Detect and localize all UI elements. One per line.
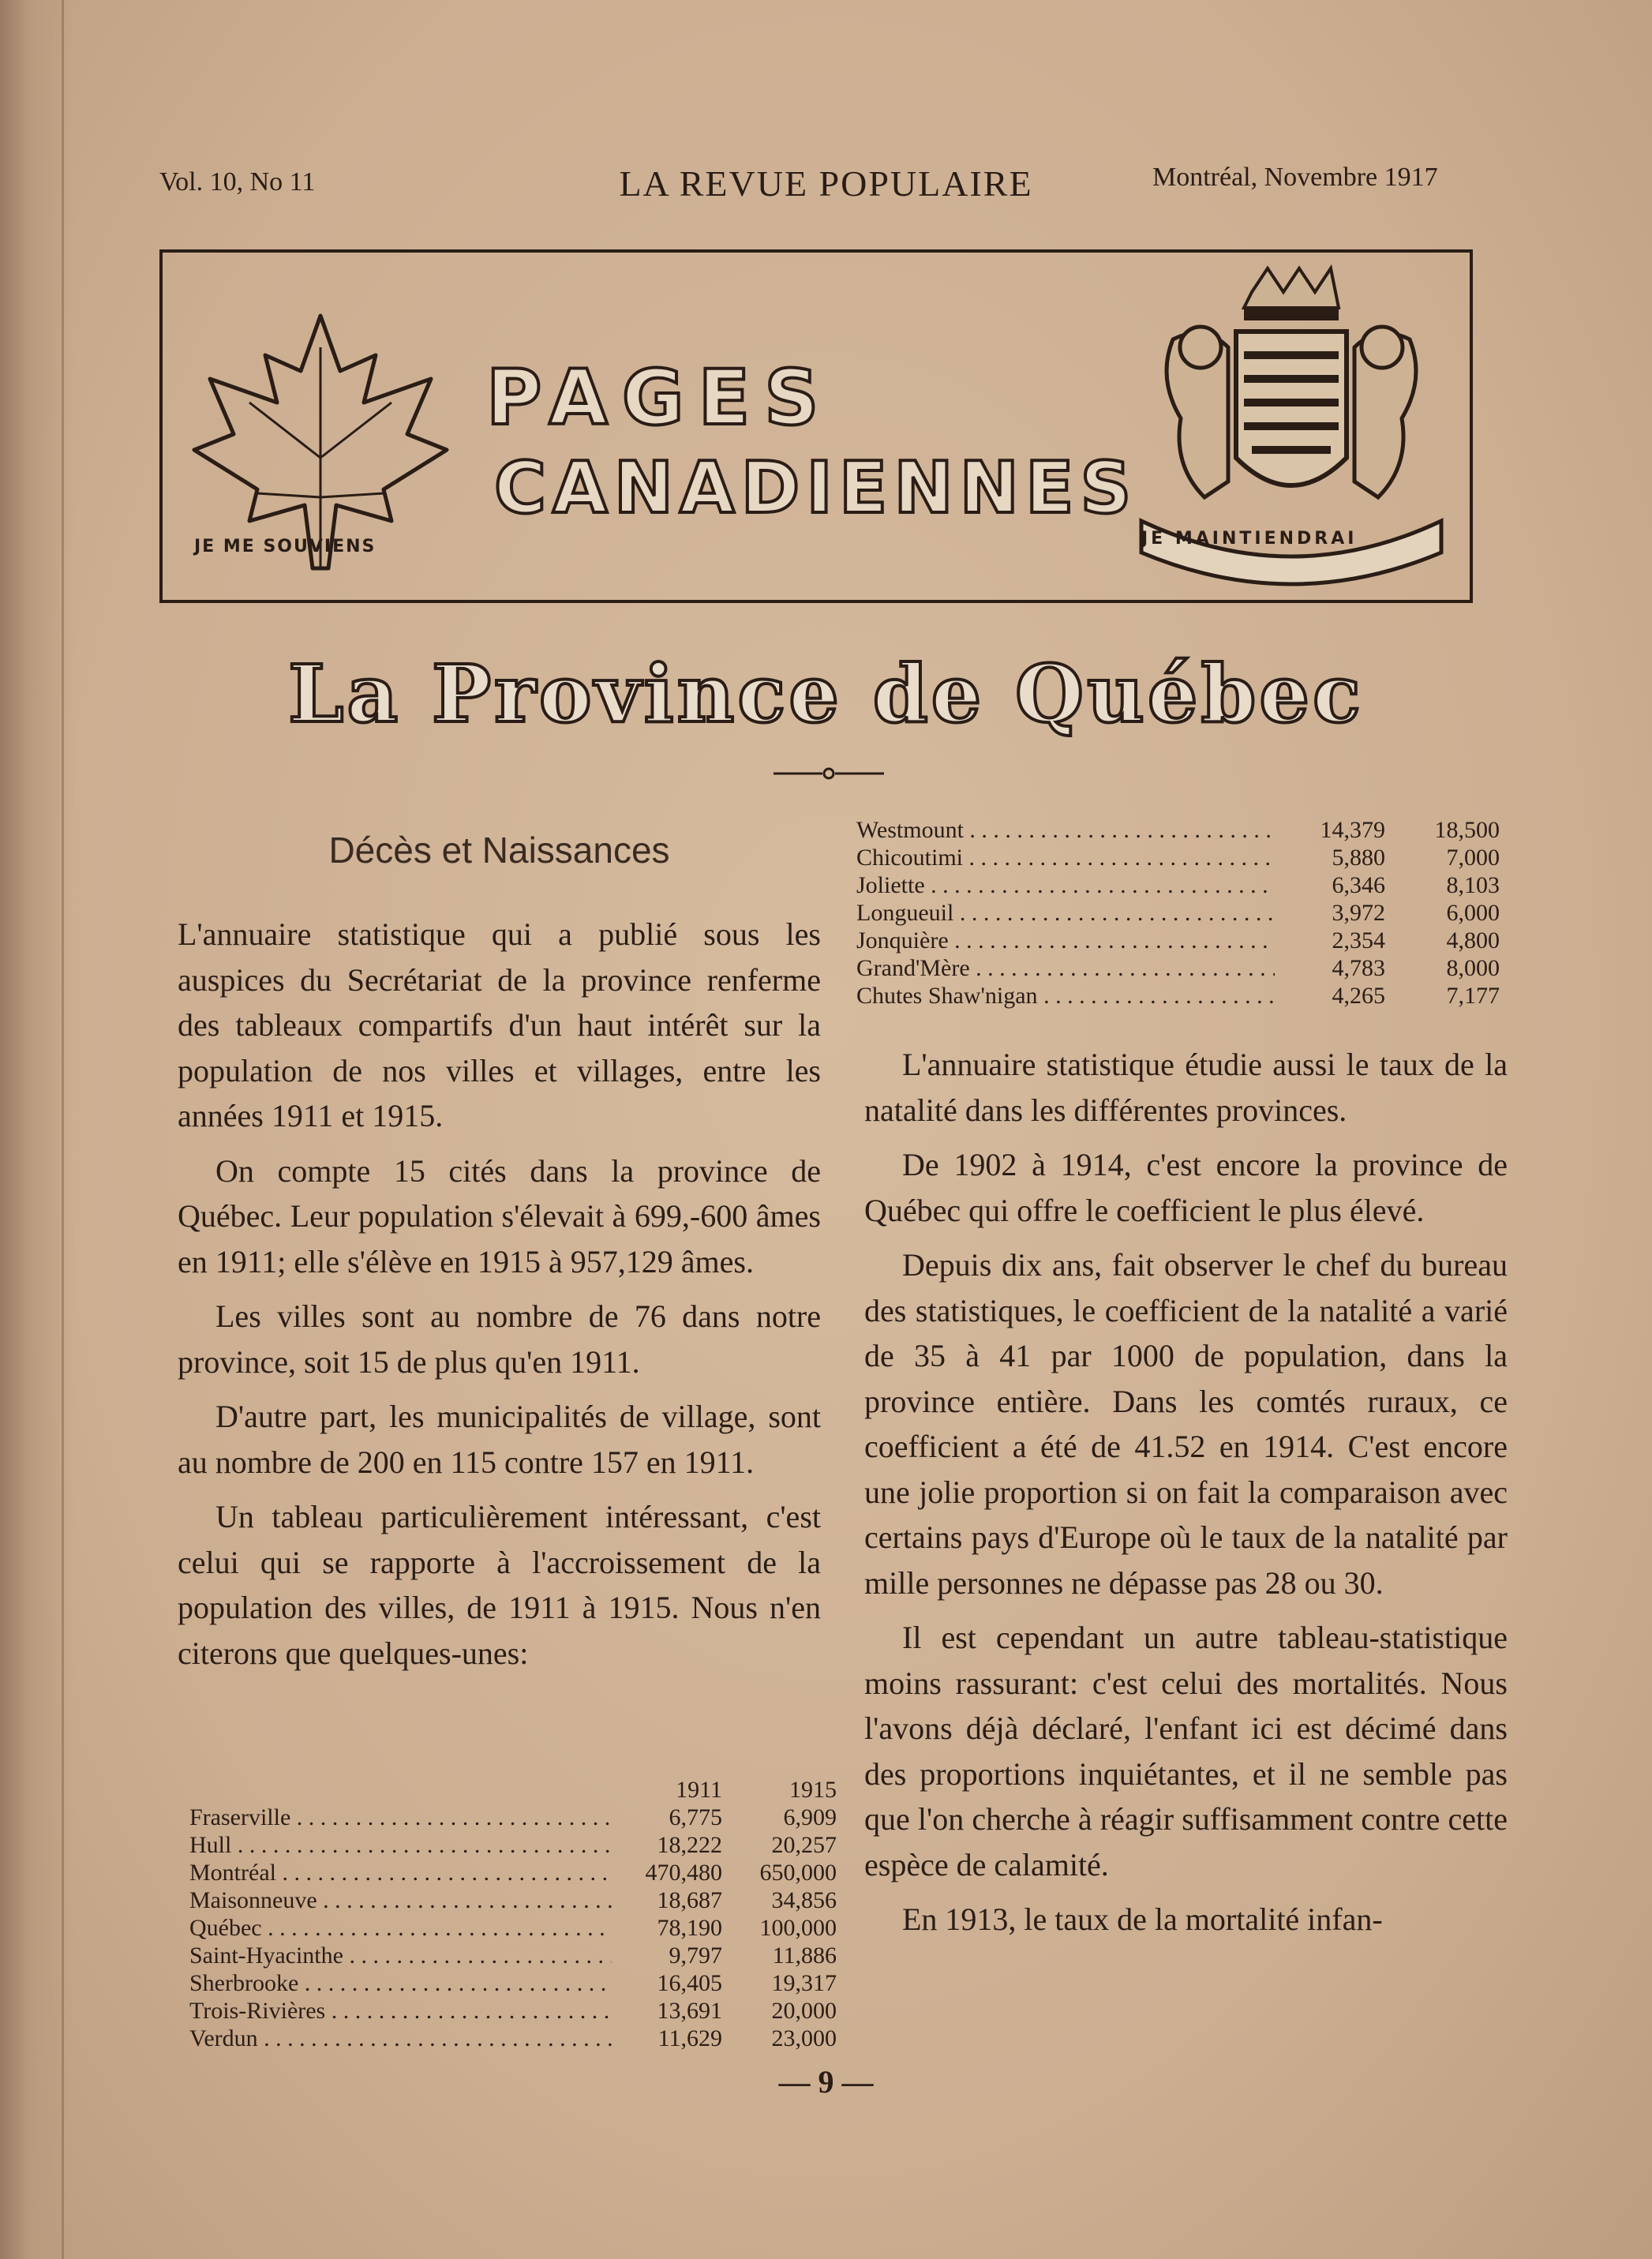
table-row: [856, 816, 1500, 844]
dateline: Montréal, Novembre 1917: [1152, 163, 1438, 192]
paragraph: Depuis dix ans, fait observer le chef du bureau des statistiques, le coefficient de la natalité a varié de 35 à 41 par 1000 de population, dans la province entière. Dans les comtés ruraux, ce coefficient a été de 41.52 en 1914. C'est encore une jolie proportion si on fait la comparaison avec certains pays d'Europe où le taux de la natalité par mille personnes ne dépasse pas 28 ou 30.: [864, 1247, 1508, 1601]
left-column: [178, 912, 821, 1685]
paragraph: Les villes sont au nombre de 76 dans notre province, soit 15 de plus qu'en 1911.: [178, 1298, 821, 1380]
population-1915: 20,000: [771, 1998, 837, 2024]
table-row: [856, 954, 1500, 982]
population-1911: 13,691: [657, 1998, 722, 2024]
paragraph: On compte 15 cités dans la province de Québec. Leur population s'élevait à 699,-600 âmes en 1911; elle s'élève en 1915 à 957,129 âmes.: [178, 1152, 821, 1279]
magazine-name: LA REVUE POPULAIRE: [619, 163, 1033, 204]
table-row: [189, 1886, 837, 1914]
city-name: Grand'Mère . . .: [856, 954, 1275, 982]
column-header-1911: 1911: [676, 1777, 722, 1803]
table-row: [189, 1859, 837, 1886]
population-1911: 2,354: [1332, 927, 1385, 953]
city-name: Sherbrooke . . .: [189, 1969, 612, 1997]
issue-number: Vol. 10, No 11: [159, 167, 316, 197]
population-table-left: [189, 1776, 837, 2052]
paragraph: L'annuaire statistique étudie aussi le taux de la natalité dans les différentes provinces.: [864, 1047, 1508, 1128]
population-1915: 7,000: [1446, 845, 1500, 871]
population-1911: 3,972: [1332, 900, 1385, 926]
population-1915: 100,000: [759, 1915, 837, 1941]
paragraph: En 1913, le taux de la mortalité infan-: [902, 1901, 1383, 1937]
population-1915: 18,500: [1434, 817, 1500, 843]
table-row: [856, 899, 1500, 927]
population-1911: 6,775: [669, 1804, 722, 1830]
city-name: Montréal . . .: [189, 1859, 612, 1886]
banner-title-canadiennes: CANADIENNES: [494, 447, 1138, 530]
city-name: Maisonneuve . . .: [189, 1886, 612, 1914]
table-row: [189, 1914, 837, 1942]
paragraph: L'annuaire statistique qui a publié sous les auspices du Secrétariat de la province renferme des tableaux compartifs d'un haut intérêt sur la population de nos villes et villages, entre les années 1911 et 1915.: [178, 916, 821, 1133]
city-name: Hull . . .: [189, 1831, 612, 1859]
city-name: Québec . . .: [189, 1914, 612, 1942]
population-1911: 16,405: [657, 1970, 722, 1996]
table-row: [856, 927, 1500, 954]
population-1915: 6,000: [1446, 900, 1500, 926]
population-1911: 9,797: [669, 1942, 722, 1969]
city-name: Chutes Shaw'nigan . . .: [856, 982, 1275, 1010]
table-row: [189, 1831, 837, 1859]
population-1915: 650,000: [759, 1860, 837, 1886]
page-number: — 9 —: [778, 2064, 874, 2100]
population-1911: 470,480: [645, 1860, 722, 1886]
city-name: Verdun . . .: [189, 2025, 612, 2052]
paragraph: D'autre part, les municipalités de village, sont au nombre de 200 en 115 contre 157 en 1911.: [178, 1399, 821, 1480]
population-1911: 18,687: [657, 1887, 722, 1913]
motto-je-maintiendrai: JE MAINTIENDRAI: [1141, 529, 1358, 549]
city-name: Joliette . . .: [856, 871, 1275, 899]
population-1915: 34,856: [771, 1887, 837, 1913]
table-header-row: [189, 1776, 837, 1804]
population-1911: 5,880: [1332, 845, 1385, 871]
table-row: [189, 1942, 837, 1969]
city-name: Longueuil . . .: [856, 899, 1275, 927]
table-row: [189, 1804, 837, 1831]
banner-title-pages: PAGES: [486, 354, 833, 442]
population-1911: 4,265: [1332, 983, 1385, 1009]
pages-canadiennes-banner: [159, 249, 1473, 603]
city-name: Trois-Rivières . . .: [189, 1997, 612, 2025]
motto-je-me-souviens: JE ME SOUVIENS: [194, 537, 376, 556]
city-name: Jonquière . . .: [856, 927, 1275, 954]
population-1911: 18,222: [657, 1832, 722, 1858]
population-1911: 14,379: [1320, 817, 1385, 843]
population-1911: 78,190: [657, 1915, 722, 1941]
city-name: Fraserville . . .: [189, 1804, 612, 1831]
section-title: Décès et Naissances: [328, 830, 670, 871]
binding-edge: [62, 0, 64, 2259]
table-row: [189, 2025, 837, 2052]
table-row: [189, 1969, 837, 1997]
right-column: [864, 1042, 1508, 1952]
paragraph: Un tableau particulièrement intéressant, c'est celui qui se rapporte à l'accroissement de la population des villes, de 1911 à 1915. Nous n'en citerons que quelques-unes:: [178, 1499, 821, 1671]
paragraph: Il est cependant un autre tableau-statistique moins rassurant: c'est celui des mortalités. Nous l'avons déjà déclaré, l'enfant ici est décimé dans des proportions inquiétantes, et il ne semble pas que l'on cherche à réagir suffisamment contre cette espèce de calamité.: [864, 1620, 1508, 1882]
article-title: La Province de Québec: [288, 647, 1364, 740]
table-row: [856, 871, 1500, 899]
table-row: [856, 982, 1500, 1010]
population-1915: 11,886: [772, 1942, 837, 1969]
city-name: Saint-Hyacinthe . . .: [189, 1942, 612, 1969]
population-1915: 6,909: [783, 1804, 837, 1830]
population-1915: 4,800: [1446, 927, 1500, 953]
population-table-right: [856, 816, 1500, 1010]
population-1911: 4,783: [1332, 955, 1385, 981]
population-1915: 20,257: [771, 1832, 837, 1858]
table-row: [189, 1997, 837, 2025]
city-name: Westmount . . .: [856, 816, 1275, 844]
population-1915: 19,317: [771, 1970, 837, 1996]
divider-ornament: [774, 766, 884, 781]
population-1915: 8,103: [1446, 872, 1500, 898]
city-name: Chicoutimi . . .: [856, 844, 1275, 871]
table-row: [856, 844, 1500, 871]
population-1915: 8,000: [1446, 955, 1500, 981]
population-1911: 6,346: [1332, 872, 1385, 898]
column-header-1915: 1915: [789, 1777, 837, 1803]
population-1911: 11,629: [657, 2025, 722, 2051]
population-1915: 7,177: [1446, 983, 1500, 1009]
paragraph: De 1902 à 1914, c'est encore la province de Québec qui offre le coefficient le plus élevé.: [864, 1147, 1508, 1228]
population-1915: 23,000: [771, 2025, 837, 2051]
